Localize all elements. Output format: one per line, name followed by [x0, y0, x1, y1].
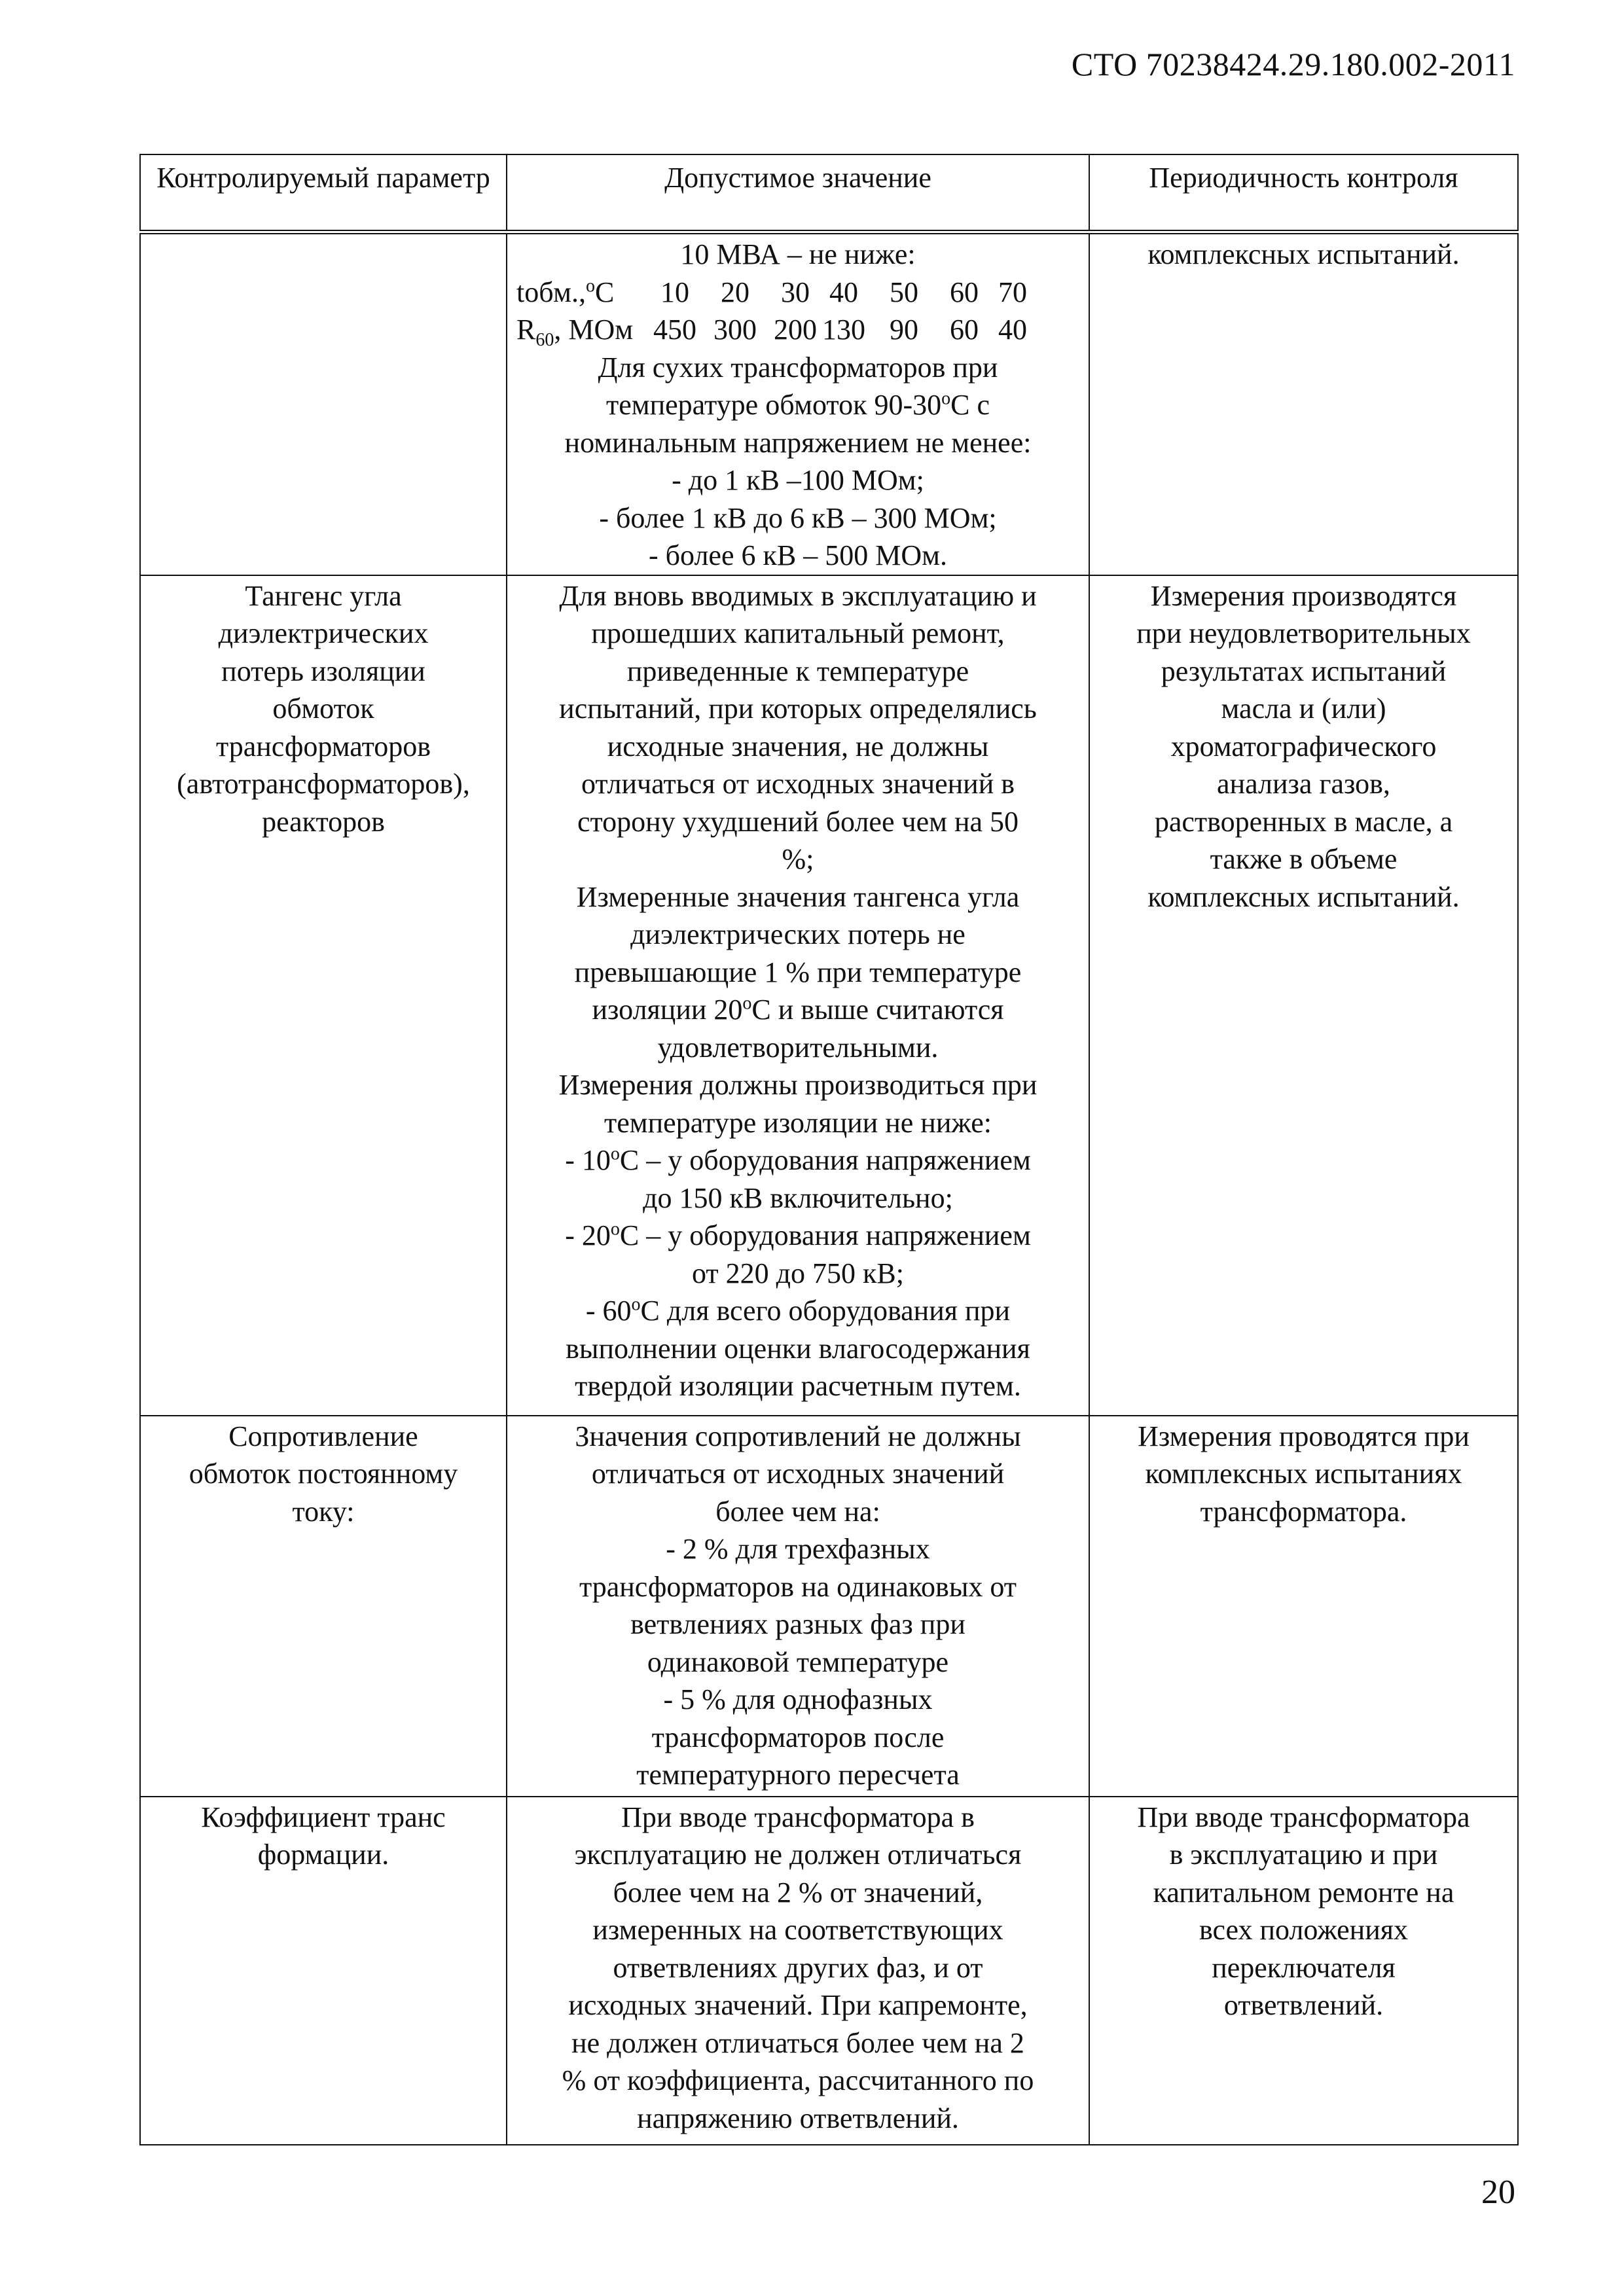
value-line: ответвлениях других фаз, и от — [613, 1951, 983, 1984]
value-line: приведенные к температуре — [626, 655, 969, 687]
value-line: - более 1 кВ до 6 кВ – 300 МОм; — [599, 501, 997, 534]
row3-period-cell — [1089, 1416, 1518, 1797]
table-row — [140, 232, 1518, 575]
param-line: реакторов — [262, 805, 385, 838]
value-line: трансформаторов после — [651, 1721, 945, 1753]
period-line: в эксплуатацию и при — [1169, 1839, 1438, 1871]
column-header-parameter: Контролируемый параметр — [140, 154, 507, 232]
value-line: - $10^оС$ – у оборудования напряжением — [565, 1143, 1031, 1176]
resistance-value: 300 — [713, 314, 757, 346]
table-row — [140, 1416, 1518, 1797]
param-line: току: — [292, 1495, 355, 1528]
param-line: трансформаторов — [215, 730, 431, 762]
row2-value-cell — [507, 575, 1089, 1416]
row4-value-cell — [507, 1797, 1089, 2145]
value-line: - более 6 кВ – 500 МОм. — [649, 539, 947, 571]
row2-param-cell — [140, 575, 507, 1416]
row3-value-cell — [507, 1416, 1089, 1797]
period-line: переключателя — [1212, 1951, 1396, 1984]
value-line: от 220 до 750 кВ; — [692, 1257, 904, 1289]
temperature-value: 20 — [721, 276, 749, 308]
value-line: отличаться от исходных значений в — [581, 768, 1015, 800]
temperature-value: 30 — [781, 276, 810, 308]
value-line: одинаковой температуре — [647, 1645, 949, 1678]
period-line: ответвлений. — [1223, 1989, 1384, 2021]
param-line: Коэффициент транс — [201, 1801, 446, 1833]
value-line: измеренных на соответствующих — [592, 1914, 1003, 1946]
resistance-value: 60 — [950, 314, 979, 346]
period-line: комплексных испытаниях — [1145, 1458, 1462, 1490]
period-line: комплексных испытаний. — [1147, 238, 1460, 270]
period-line: растворенных в масле, а — [1154, 805, 1453, 838]
table-row — [140, 575, 1518, 1416]
period-line: при неудовлетворительных — [1136, 617, 1471, 649]
param-line: диэлектрических — [218, 617, 429, 649]
value-line: исходные значения, не должны — [607, 730, 989, 762]
period-line: масла и (или) — [1221, 692, 1386, 725]
temperature-value: 70 — [998, 276, 1027, 308]
resistance-value: 200 — [774, 314, 817, 346]
temperature-value: 10 — [660, 276, 689, 308]
temperature-row — [515, 274, 1081, 312]
value-line: превышающие 1 % при температуре — [574, 956, 1022, 988]
value-line: Для вновь вводимых в эксплуатацию и — [559, 579, 1037, 612]
row4-param-cell — [140, 1797, 507, 2145]
row1-param-cell — [140, 232, 507, 575]
period-line: также в объеме — [1210, 843, 1398, 875]
value-line: напряжению ответвлений. — [637, 2102, 959, 2134]
row1-value-cell — [507, 232, 1089, 575]
value-line: - $20^оС$ – у оборудования напряжением — [565, 1219, 1031, 1251]
param-line: обмоток — [272, 692, 374, 725]
value-line: Измерения должны производиться при — [558, 1069, 1038, 1101]
value-line: температурного пересчета — [636, 1759, 960, 1791]
period-line: всех положениях — [1199, 1914, 1409, 1946]
value-line: - 5 % для однофазных — [663, 1683, 933, 1715]
table-row — [140, 1797, 1518, 2145]
period-line: Измерения проводятся при — [1138, 1420, 1470, 1452]
resistance-value: 130 — [822, 314, 865, 346]
value-line: до 150 кВ включительно; — [643, 1181, 953, 1214]
value-line: более чем на: — [715, 1495, 880, 1528]
period-line: трансформатора. — [1200, 1495, 1407, 1528]
value-line: не должен отличаться более чем на 2 — [571, 2026, 1024, 2059]
value-line: %; — [782, 843, 814, 875]
resistance-row — [515, 311, 1081, 349]
period-line: результатах испытаний — [1161, 655, 1447, 687]
value-line: трансформаторов на одинаковых от — [579, 1570, 1017, 1603]
parameters-table — [139, 154, 1519, 2145]
value-line: удовлетворительными. — [657, 1031, 939, 1064]
value-line: выполнении оценки влагосодержания — [566, 1332, 1030, 1365]
resistance-value: 40 — [998, 314, 1027, 346]
column-header-period: Периодичность контроля — [1089, 154, 1518, 232]
period-line: комплексных испытаний. — [1147, 880, 1460, 913]
page-number: 20 — [1481, 2174, 1515, 2211]
param-line: потерь изоляции — [221, 655, 425, 687]
value-line: прошедших капитальный ремонт, — [591, 617, 1005, 649]
param-line: формации. — [257, 1839, 389, 1871]
period-line: Измерения производятся — [1150, 579, 1457, 612]
value-line: испытаний, при которых определялись — [559, 692, 1037, 725]
value-line: Измеренные значения тангенса угла — [576, 880, 1020, 913]
value-line: твердой изоляции расчетным путем. — [575, 1370, 1021, 1402]
value-line: - до 1 кВ –100 МОм; — [672, 464, 924, 496]
resistance-label: $R_{60}$, МОм — [516, 314, 634, 350]
value-line: исходных значений. При капремонте, — [568, 1989, 1028, 2021]
value-line: температуре изоляции не ниже: — [604, 1106, 992, 1139]
period-line: анализа газов, — [1217, 768, 1390, 800]
period-line: хроматографического — [1170, 730, 1437, 762]
row4-period-cell — [1089, 1797, 1518, 2145]
row1-period-cell — [1089, 232, 1518, 575]
value-line: - 2 % для трехфазных — [666, 1533, 930, 1565]
value-line: эксплуатацию не должен отличаться — [574, 1839, 1022, 1871]
param-line: Сопротивление — [228, 1420, 418, 1452]
temperature-value: 60 — [950, 276, 979, 308]
temperature-label: tобм.,$^о$С — [516, 275, 615, 308]
column-header-value: Допустимое значение — [507, 154, 1089, 232]
value-line: диэлектрических потерь не — [630, 918, 965, 950]
value-line: сторону ухудшений более чем на 50 — [577, 805, 1019, 838]
param-line: Тангенс угла — [245, 579, 402, 612]
value-line: ветвлениях разных фаз при — [630, 1608, 965, 1640]
value-line: изоляции $20^оС$ и выше считаются — [592, 993, 1004, 1026]
value-line: Значения сопротивлений не должны — [575, 1420, 1021, 1452]
param-line: обмоток постоянному — [189, 1458, 458, 1490]
value-line: % от коэффициента, рассчитанного по — [562, 2064, 1034, 2096]
value-line: более чем на 2 % от значений, — [613, 1876, 983, 1909]
row3-param-cell — [140, 1416, 507, 1797]
table-header-row — [140, 154, 1518, 232]
period-line: При вводе трансформатора — [1137, 1801, 1470, 1833]
document-code: СТО 70238424.29.180.002-2011 — [1071, 46, 1515, 82]
value-line: 10 МВА – не ниже: — [680, 238, 916, 270]
value-line: - $60^оС$ для всего оборудования при — [585, 1294, 1011, 1327]
value-line: При вводе трансформатора в — [621, 1801, 975, 1833]
temperature-value: 40 — [829, 276, 858, 308]
temperature-value: 50 — [890, 276, 918, 308]
value-line: номинальным напряжением не менее: — [564, 426, 1032, 459]
value-line: отличаться от исходных значений — [591, 1458, 1005, 1490]
resistance-value: 450 — [653, 314, 696, 346]
resistance-value: 90 — [890, 314, 918, 346]
row2-period-cell — [1089, 575, 1518, 1416]
period-line: капитальном ремонте на — [1153, 1876, 1454, 1909]
value-line: температуре обмоток $90-30^оС$ с — [605, 388, 990, 421]
value-line: Для сухих трансформаторов при — [598, 351, 998, 384]
param-line: (автотрансформаторов), — [177, 768, 470, 800]
